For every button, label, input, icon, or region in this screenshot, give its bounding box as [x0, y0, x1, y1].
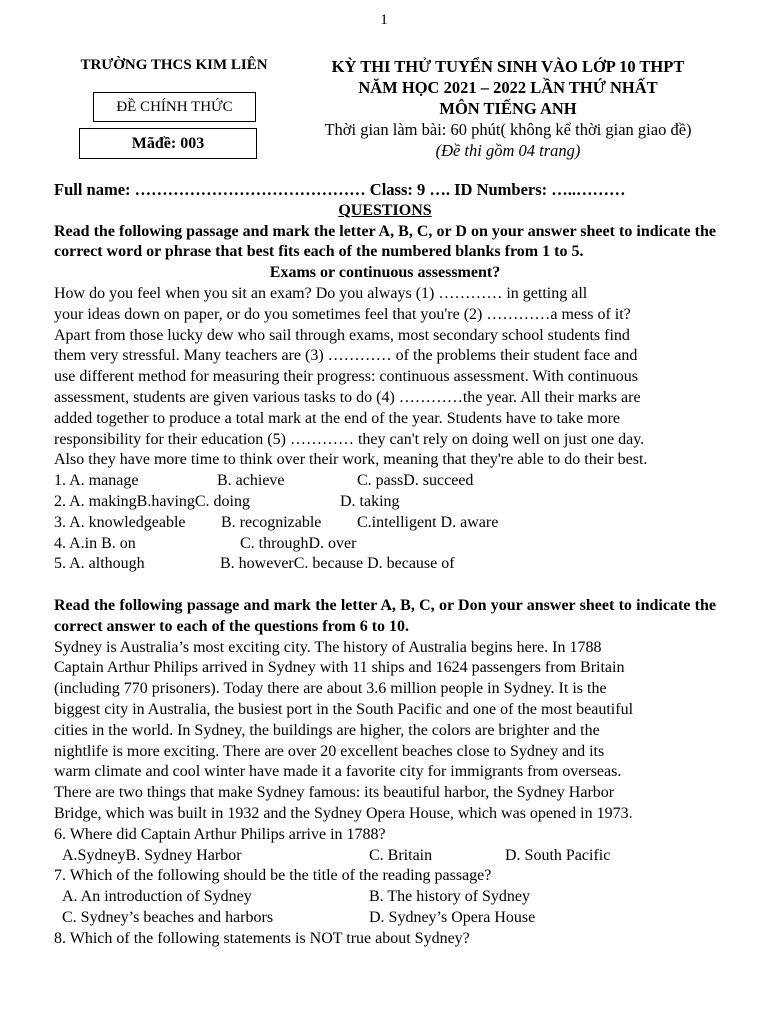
question-7-options-row-1	[54, 887, 716, 908]
option-text: B. The history of Sydney	[369, 888, 531, 906]
school-name: TRƯỜNG THCS KIM LIÊN	[80, 57, 268, 73]
passage-line: Sydney is Australia’s most exciting city. The history of Australia begins here. In 1788	[54, 638, 602, 656]
option-text: D. South Pacific	[505, 846, 611, 864]
passage-line: assessment, students are given various tasks to do (4) …………the year. All their marks are	[54, 388, 641, 406]
exam-page-count: (Đề thi gồm 04 trang)	[435, 141, 581, 160]
passage-line: There are two things that make Sydney famous: its beautiful harbor, the Sydney Harbor	[54, 784, 615, 802]
option-text: B. howeverC. because D. because of	[220, 555, 455, 573]
passage-line: (including 770 prisoners). Today there are about 3.6 million people in Sydney. It is the	[54, 680, 607, 698]
official-exam-box: ĐỀ CHÍNH THỨC	[93, 92, 256, 122]
passage-line: Bridge, which was built in 1932 and the Sydney Opera House, which was opened in 1973.	[54, 804, 633, 822]
question-1-options	[54, 471, 716, 492]
passage-line: Apart from those lucky dew who sail through exams, most secondary school students find	[54, 326, 630, 344]
option-text: A. An introduction of Sydney	[62, 888, 252, 906]
question-6: 6. Where did Captain Arthur Philips arrive in 1788?	[54, 825, 386, 843]
page-number: 1	[380, 12, 388, 28]
passage-line: warm climate and cool winter have made it a favorite city for immigrants from overseas.	[54, 763, 622, 781]
question-6-options	[54, 846, 716, 867]
option-text: A.SydneyB. Sydney Harbor	[62, 846, 242, 864]
questions-heading: QUESTIONS	[338, 201, 432, 219]
exam-subject: MÔN TIẾNG ANH	[439, 99, 577, 118]
passage-line: added together to produce a total mark at the end of the year. Students have to take more	[54, 409, 621, 427]
option-text: 2. A. makingB.havingC. doing	[54, 492, 250, 510]
passage-line: cities in the world. In Sydney, the buildings are higher, the colors are brighter and the	[54, 721, 600, 739]
option-text: C. Britain	[369, 846, 433, 864]
option-text: 1. A. manage	[54, 472, 139, 490]
question-5-options	[54, 554, 716, 575]
part2-passage	[54, 638, 716, 825]
part1-passage-title: Exams or continuous assessment?	[269, 264, 501, 282]
part1-passage	[54, 284, 716, 471]
exam-title-line-1: KỲ THI THỬ TUYỂN SINH VÀO LỚP 10 THPT	[331, 57, 685, 76]
exam-title-line-2: NĂM HỌC 2021 – 2022 LẦN THỨ NHẤT	[358, 78, 658, 97]
exam-code-box: Mãđề: 003	[79, 128, 257, 159]
exam-header	[298, 56, 718, 161]
exam-content	[54, 180, 716, 949]
part2-instruction: Read the following passage and mark the letter A, B, C, or Don your answer sheet to indicate the correct answer to each of the questions from 6 to 10.	[54, 596, 716, 635]
question-3-options	[54, 513, 716, 534]
passage-line: biggest city in Australia, the busiest port in the South Pacific and one of the most beautiful	[54, 700, 634, 718]
option-text: C. passD. succeed	[357, 472, 474, 490]
option-text: D. taking	[340, 492, 400, 510]
question-8: 8. Which of the following statements is NOT true about Sydney?	[54, 929, 470, 947]
passage-line: responsibility for their education (5) ………… they can't rely on doing well on just one day.	[54, 430, 645, 448]
passage-line: them very stressful. Many teachers are (3) ………… of the problems their student face and	[54, 347, 638, 365]
part1-options	[54, 471, 716, 575]
passage-line: Captain Arthur Philips arrived in Sydney with 11 ships and 1624 passengers from Britain	[54, 659, 625, 677]
option-text: C.intelligent D. aware	[357, 513, 499, 531]
passage-line: use different method for measuring their progress: continuous assessment. With continuous	[54, 368, 638, 386]
option-text: C. throughD. over	[240, 534, 357, 552]
question-7-options-row-2	[54, 908, 716, 929]
option-text: C. Sydney’s beaches and harbors	[62, 908, 274, 926]
exam-time: Thời gian làm bài: 60 phút( không kể thời gian giao đề)	[324, 120, 692, 139]
passage-line: How do you feel when you sit an exam? Do you always (1) ………… in getting all	[54, 284, 588, 302]
option-text: B. recognizable	[221, 513, 322, 531]
passage-line: Also they have more time to think over their work, meaning that they're able to do their best.	[54, 451, 648, 469]
option-text: B. achieve	[217, 472, 285, 490]
question-4-options	[54, 534, 716, 555]
section-gap	[54, 575, 716, 596]
part1-instruction: Read the following passage and mark the letter A, B, C, or D on your answer sheet to indicate the correct word or phrase that best fits each of the numbered blanks from 1 to 5.	[54, 222, 716, 261]
option-text: 3. A. knowledgeable	[54, 513, 186, 531]
student-info-line: Full name: …………………………………… Class: 9 …. ID Numbers: …..………	[54, 180, 626, 199]
passage-line: your ideas down on paper, or do you sometimes feel that you're (2) …………a mess of it?	[54, 305, 631, 323]
option-text: D. Sydney’s Opera House	[369, 908, 536, 926]
option-text: 4. A.in B. on	[54, 534, 136, 552]
question-7: 7. Which of the following should be the title of the reading passage?	[54, 867, 492, 885]
option-text: 5. A. although	[54, 555, 145, 573]
passage-line: nightlife is more exciting. There are over 20 excellent beaches close to Sydney and its	[54, 742, 605, 760]
question-2-options	[54, 492, 716, 513]
